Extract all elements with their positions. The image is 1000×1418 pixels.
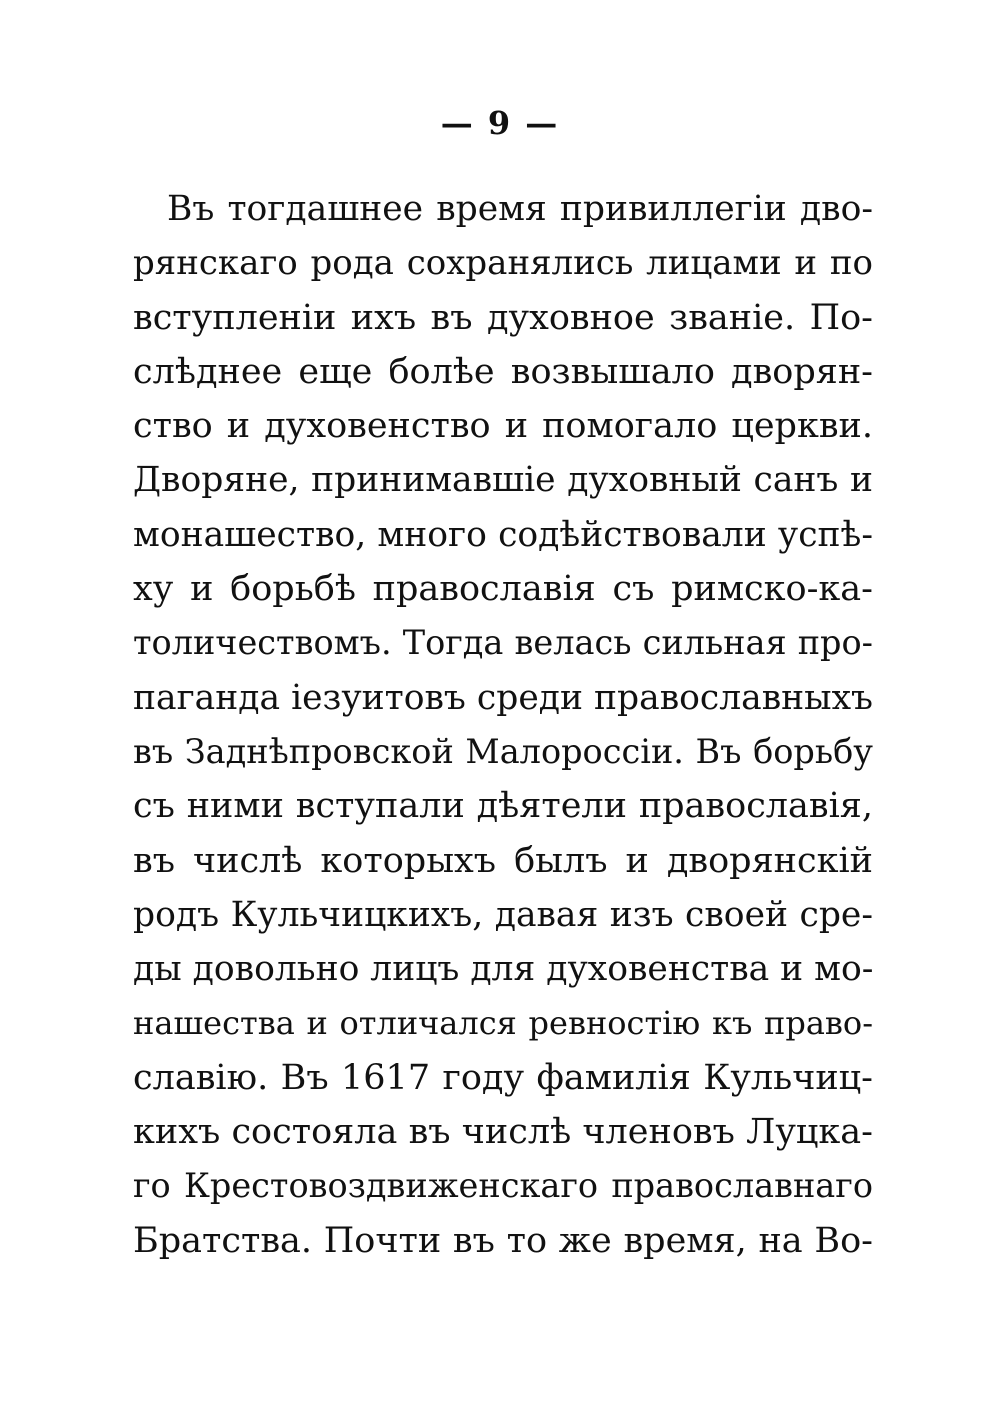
text-line: родъ Кульчицкихъ, давая изъ своей сре- <box>133 894 873 935</box>
text-line: нашества и отличался ревностію къ право- <box>133 1004 873 1043</box>
text-line: ху и борьбѣ православія съ римско-ка- <box>133 569 873 610</box>
text-line: въ числѣ которыхъ былъ и дворянскій <box>133 840 873 881</box>
text-line: славію. Въ 1617 году фамилія Кульчиц- <box>133 1057 873 1098</box>
text-line: кихъ состояла въ числѣ членовъ Луцка- <box>133 1112 873 1153</box>
text-line: ство и духовенство и помогало церкви. <box>133 406 873 447</box>
body-text <box>133 182 873 1268</box>
text-line: го Крестовоздвиженскаго православнаго <box>133 1166 873 1206</box>
page-number: — 9 — <box>440 104 560 142</box>
text-line: монашество, много содѣйствовали успѣ- <box>133 514 873 555</box>
text-line: толичествомъ. Тогда велась сильная про- <box>133 623 873 663</box>
text-line: паганда іезуитовъ среди православныхъ <box>133 677 873 718</box>
text-line: Дворяне, принимавшіе духовный санъ и <box>133 460 873 501</box>
text-line: ды довольно лицъ для духовенства и мо- <box>133 949 873 990</box>
text-line: Братства. Почти въ то же время, на Во- <box>133 1220 873 1261</box>
text-line: слѣднее еще болѣе возвышало дворян- <box>133 351 873 392</box>
text-line: въ Заднѣпровской Малороссіи. Въ борьбу <box>133 731 873 771</box>
text-line: Въ тогдашнее время привиллегіи дво- <box>167 189 873 229</box>
text-line: вступленіи ихъ въ духовное званіе. По- <box>133 297 873 338</box>
text-line: съ ними вступали дѣятели православія, <box>133 786 873 827</box>
text-line: рянскаго рода сохранялись лицами и по <box>133 243 873 284</box>
